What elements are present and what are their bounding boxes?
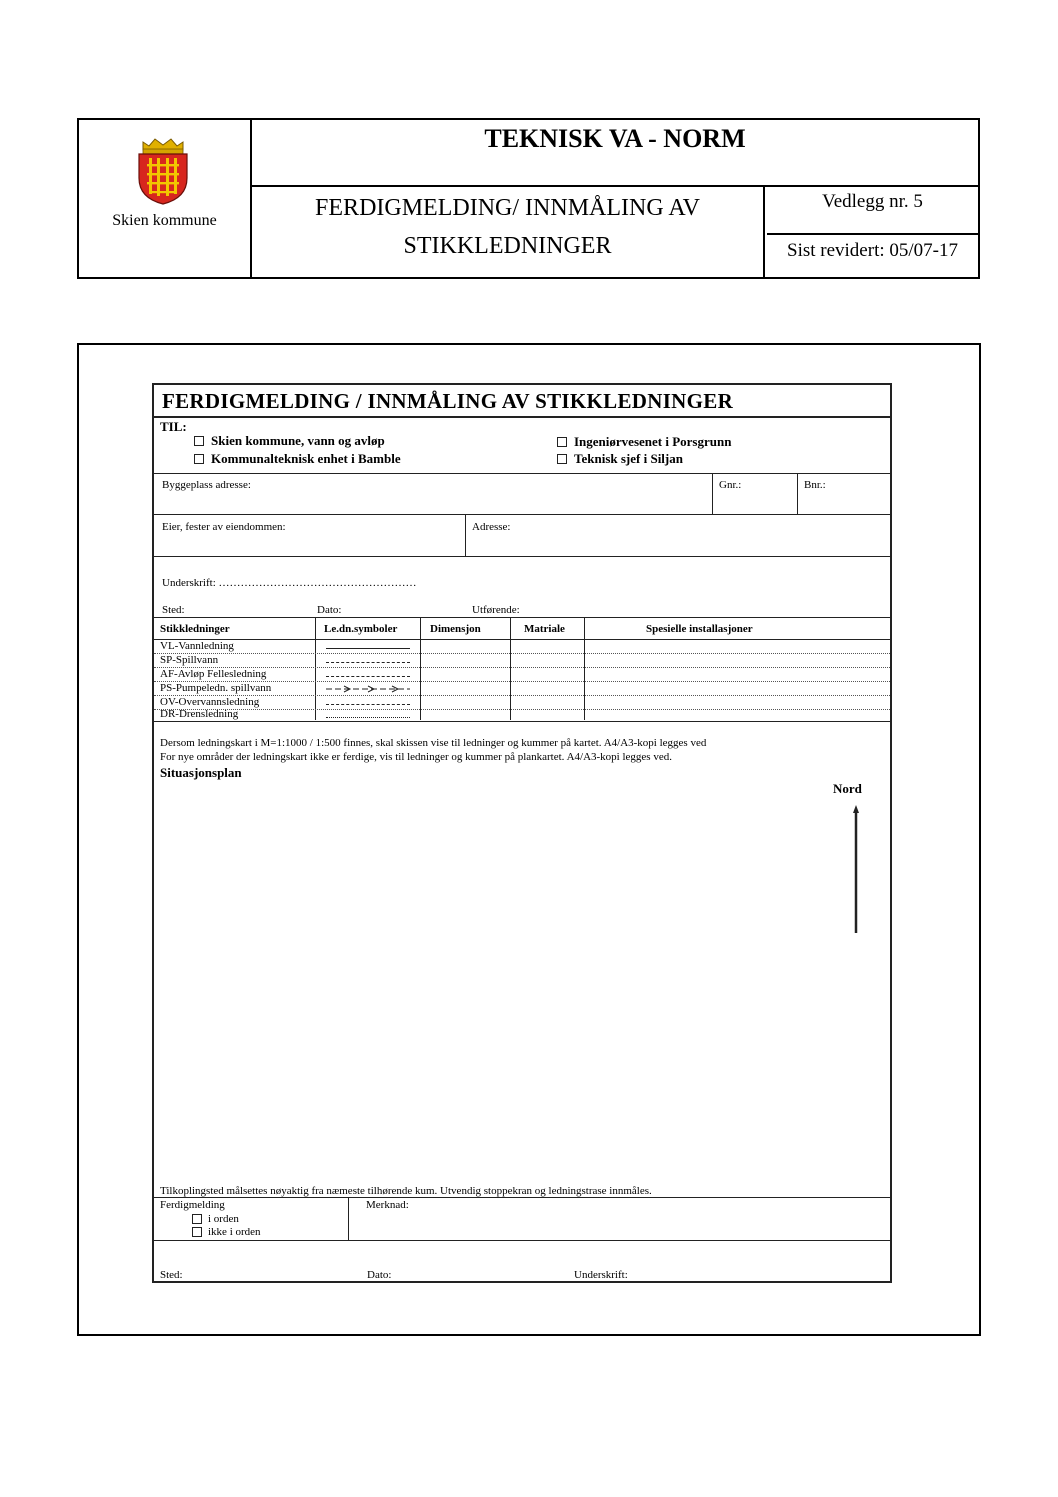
coat-of-arms-logo: [135, 136, 191, 206]
recipient-label: Teknisk sjef i Siljan: [574, 451, 683, 466]
divider: [154, 1240, 890, 1241]
status-not-ok-option[interactable]: [192, 1226, 261, 1238]
table-row: OV-Overvannsledning: [160, 696, 260, 708]
table-row: AF-Avløp Fellesledning: [160, 668, 267, 680]
divider: [510, 617, 511, 720]
recipient-label: Ingeniørvesenet i Porsgrunn: [574, 434, 732, 449]
divider: [154, 514, 890, 515]
logo-cell: [79, 120, 252, 277]
line-symbol: [326, 717, 410, 718]
table-header: Le.dn.symboler: [324, 623, 398, 635]
revision-date: Sist revidert: 05/07-17: [787, 240, 958, 261]
header-table: [77, 118, 980, 279]
address-label: Adresse:: [472, 521, 511, 533]
table-header: Spesielle installasjoner: [646, 623, 753, 635]
divider: [712, 473, 713, 514]
checkbox[interactable]: [192, 1214, 202, 1224]
divider: [154, 556, 890, 557]
date-label: Dato:: [317, 604, 342, 616]
recipient-siljan[interactable]: [557, 451, 683, 467]
site-plan-label: Situasjonsplan: [160, 765, 242, 780]
divider: [154, 721, 890, 722]
table-row: VL-Vannledning: [160, 640, 234, 652]
status-ok-option[interactable]: [192, 1213, 239, 1225]
note-line-1: Dersom ledningskart i M=1:1000 / 1:500 finnes, skal skissen vise til ledninger og kummer på kartet. A4/A3-kopi legges ved: [160, 737, 707, 749]
checkbox[interactable]: [192, 1227, 202, 1237]
recipient-porsgrunn[interactable]: [557, 434, 731, 450]
divider: [154, 473, 890, 474]
scanned-form: [152, 383, 892, 1283]
owner-label: Eier, fester av eiendommen:: [162, 521, 286, 533]
footer-note: Tilkoplingsted målsettes nøyaktig fra næmeste tilhørende kum. Utvendig stoppekran og ledningstrase innmåles.: [160, 1185, 652, 1197]
til-label: TIL:: [160, 419, 187, 434]
status-not-ok-label: ikke i orden: [208, 1226, 261, 1238]
divider: [420, 617, 421, 720]
place-label-2: Sted:: [160, 1269, 183, 1281]
status-ok-label: i orden: [208, 1213, 239, 1225]
line-symbol: [326, 662, 410, 663]
divider: [154, 617, 890, 618]
table-row: PS-Pumpeledn. spillvann: [160, 682, 272, 694]
recipient-label: Kommunalteknisk enhet i Bamble: [211, 451, 401, 466]
divider: [154, 416, 890, 418]
place-label: Sted:: [162, 604, 185, 616]
document-title-line1: FERDIGMELDING/ INNMÅLING AV: [315, 195, 700, 221]
divider: [154, 709, 890, 710]
table-header: Matriale: [524, 623, 565, 635]
contractor-label: Utførende:: [472, 604, 520, 616]
north-arrow-icon: [853, 805, 859, 935]
line-symbol: [326, 648, 410, 649]
signature-label: Underskrift: ………………………………………………: [162, 577, 417, 589]
byggeplass-label: Byggeplass adresse:: [162, 479, 251, 491]
table-row: SP-Spillvann: [160, 654, 219, 666]
recipient-skien[interactable]: [194, 433, 385, 449]
date-label-2: Dato:: [367, 1269, 392, 1281]
recipient-bamble[interactable]: [194, 451, 401, 467]
table-row: DR-Drensledning: [160, 708, 239, 720]
divider: [465, 514, 466, 556]
document-title: [252, 187, 765, 277]
document-title-line2: STIKKLEDNINGER: [403, 233, 612, 259]
line-symbol: [326, 676, 410, 677]
north-label: Nord: [833, 781, 862, 796]
pump-line-symbol: [326, 685, 412, 693]
bnr-label: Bnr.:: [804, 479, 826, 491]
checkbox[interactable]: [194, 436, 204, 446]
norm-title: TEKNISK VA - NORM: [252, 120, 978, 187]
divider: [315, 617, 316, 720]
line-symbol: [326, 704, 410, 705]
attachment-number: Vedlegg nr. 5: [767, 187, 978, 235]
checkbox[interactable]: [557, 437, 567, 447]
recipient-label: Skien kommune, vann og avløp: [211, 433, 385, 448]
completion-label: Ferdigmelding: [160, 1199, 225, 1211]
table-header: Dimensjon: [430, 623, 481, 635]
divider: [348, 1197, 349, 1241]
municipality-name: Skien kommune: [112, 212, 217, 229]
divider: [154, 695, 890, 696]
checkbox[interactable]: [557, 454, 567, 464]
note-line-2: For nye områder der ledningskart ikke er ferdige, vis til ledninger og kummer på plankartet. A4/A3-kopi legges ved.: [160, 751, 672, 763]
remark-label: Merknad:: [366, 1199, 409, 1211]
divider: [154, 653, 890, 654]
divider: [154, 639, 890, 640]
divider: [584, 617, 585, 720]
divider: [154, 1197, 890, 1198]
signature-label-2: Underskrift:: [574, 1269, 628, 1281]
gnr-label: Gnr.:: [719, 479, 742, 491]
form-title: FERDIGMELDING / INNMÅLING AV STIKKLEDNINGER: [162, 389, 734, 413]
divider: [797, 473, 798, 514]
checkbox[interactable]: [194, 454, 204, 464]
table-header: Stikkledninger: [160, 623, 230, 635]
